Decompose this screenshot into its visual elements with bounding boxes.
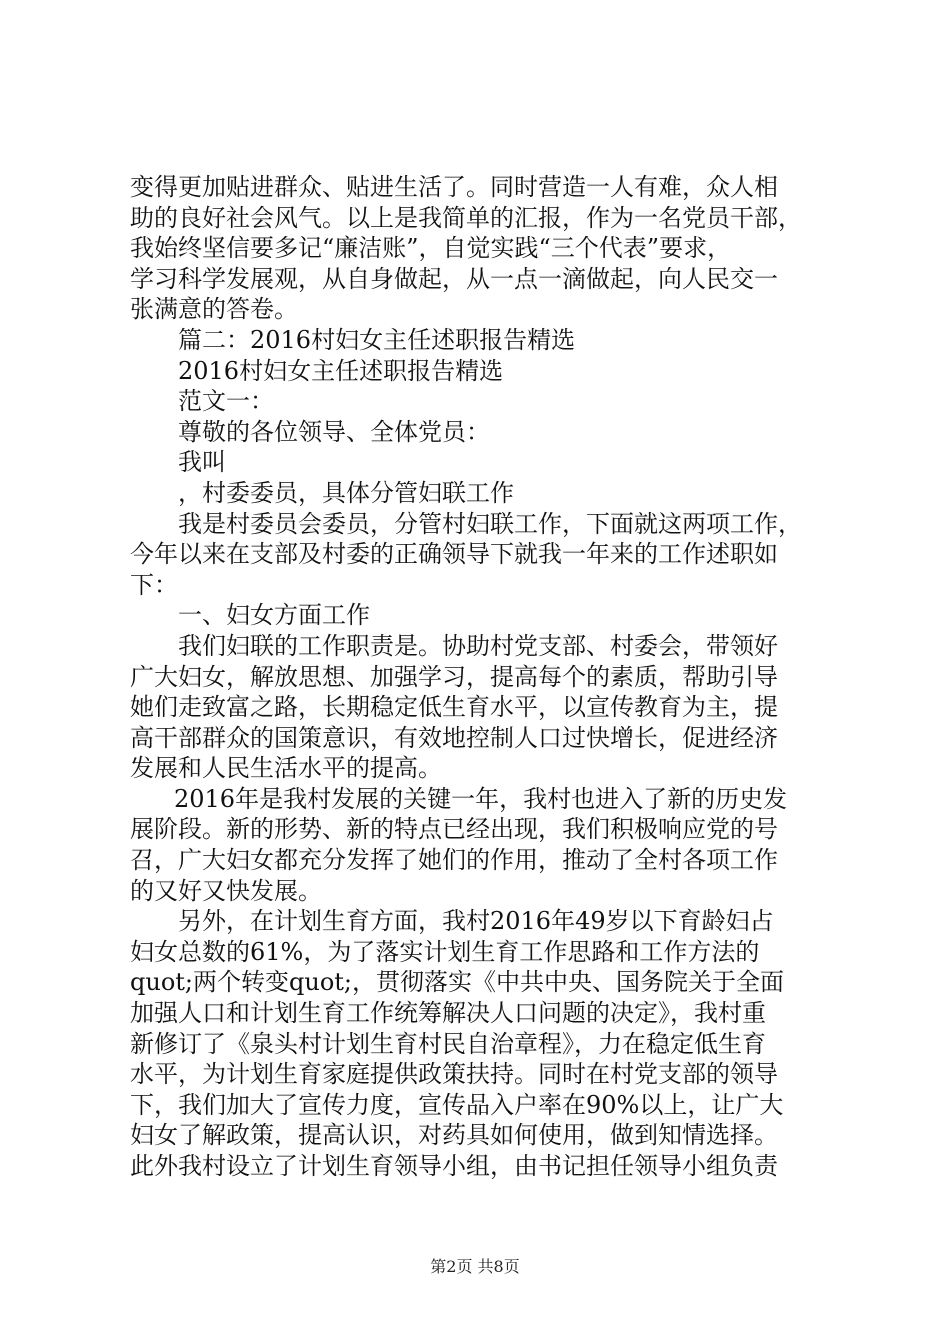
text-line: 另外，在计划生育方面，我村2016年49岁以下育龄妇占 (178, 907, 774, 936)
subsection-heading: 一、妇女方面工作 (178, 601, 370, 630)
text-line: 水平，为计划生育家庭提供政策扶持。同时在村党支部的领导 (130, 1060, 778, 1089)
text-line: 的又好又快发展。 (130, 876, 322, 905)
text-line: 召，广大妇女都充分发挥了她们的作用，推动了全村各项工作 (130, 846, 778, 875)
text-line: 下，我们加大了宣传力度，宣传品入户率在90%以上，让广大 (130, 1090, 784, 1119)
section-heading: 篇二：2016村妇女主任述职报告精选 (178, 325, 576, 354)
text-line: 发展和人民生活水平的提高。 (130, 754, 442, 783)
text-line: 我叫 (178, 448, 226, 477)
text-line: 变得更加贴进群众、贴进生活了。同时营造一人有难，众人相 (130, 173, 778, 201)
text-line: 加强人口和计划生育工作统筹解决人口问题的决定》，我村重 (130, 999, 766, 1028)
text-line: 高干部群众的国策意识，有效地控制人口过快增长，促进经济 (130, 723, 778, 752)
text-line: 下： (130, 570, 178, 599)
text-line: 今年以来在支部及村委的正确领导下就我一年来的工作述职如 (130, 540, 778, 569)
text-line: 妇女总数的61%，为了落实计划生育工作思路和工作方法的 (130, 937, 760, 966)
text-line: quot;两个转变quot;，贯彻落实《中共中央、国务院关于全面 (130, 968, 784, 997)
text-line: 新修订了《泉头村计划生育村民自治章程》，力在稳定低生育 (130, 1029, 766, 1058)
text-line: ，村委委员，具体分管妇联工作 (178, 478, 514, 507)
document-body (130, 172, 830, 1182)
text-line: 张满意的答卷。 (130, 295, 298, 324)
text-line: 妇女了解政策，提高认识，对药具如何使用，做到知情选择。 (130, 1121, 778, 1150)
text-line: 我始终坚信要多记“廉洁账”，自觉实践“三个代表”要求， (130, 234, 732, 263)
document-title: 2016村妇女主任述职报告精选 (178, 356, 504, 385)
text-line: 2016年是我村发展的关键一年，我村也进入了新的历史发 (174, 784, 788, 813)
text-line: 我是村委员会委员，分管村妇联工作，下面就这两项工作， (178, 509, 802, 538)
text-line: 此外我村设立了计划生育领导小组，由书记担任领导小组负责 (130, 1152, 778, 1180)
salutation: 尊敬的各位领导、全体党员： (178, 417, 490, 446)
text-line: 她们走致富之路，长期稳定低生育水平，以宣传教育为主，提 (130, 693, 778, 722)
text-line: 学习科学发展观，从自身做起，从一点一滴做起，向人民交一 (130, 264, 778, 293)
sample-label: 范文一： (178, 387, 274, 416)
text-line: 广大妇女，解放思想、加强学习，提高每个的素质，帮助引导 (130, 662, 778, 691)
text-line: 我们妇联的工作职责是。协助村党支部、村委会，带领好 (178, 631, 778, 660)
text-line: 展阶段。新的形势、新的特点已经出现，我们积极响应党的号 (130, 815, 778, 844)
text-line: 助的良好社会风气。以上是我简单的汇报，作为一名党员干部， (130, 203, 802, 232)
page-footer: 第2页 共8页 (430, 1257, 520, 1276)
